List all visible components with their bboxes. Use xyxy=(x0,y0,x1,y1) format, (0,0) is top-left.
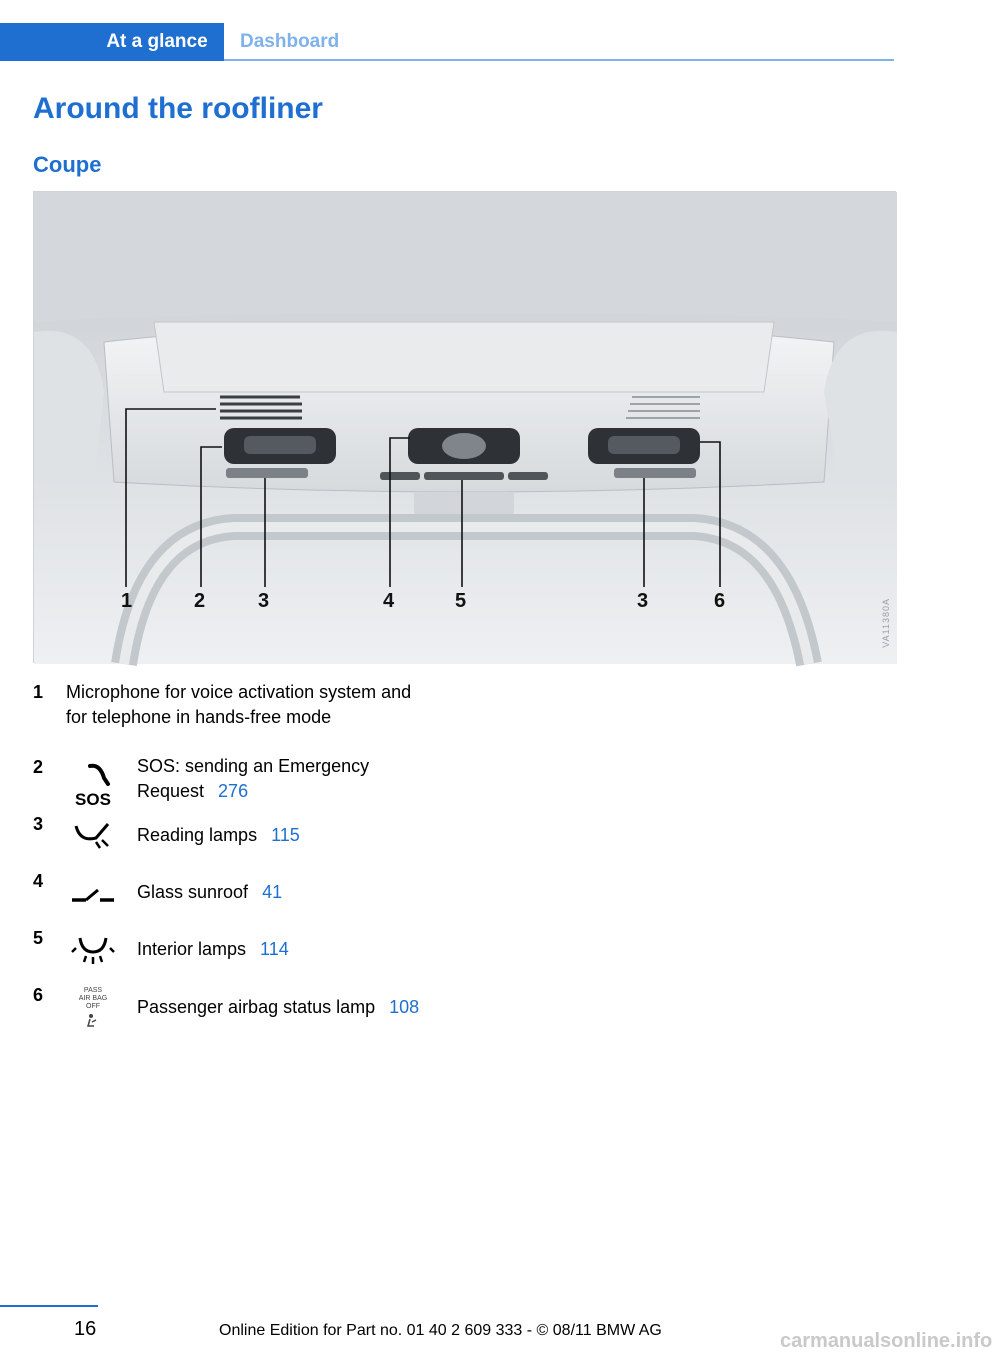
legend-text-6 xyxy=(137,995,497,1020)
callout-2: 2 xyxy=(194,590,206,612)
footer-rule xyxy=(0,1305,98,1307)
legend-number-3: 3 xyxy=(33,814,44,834)
airbag-icon-text-1: PASS xyxy=(83,987,103,994)
header-bar xyxy=(0,23,960,63)
legend-line-2a: SOS: sending an Emergency xyxy=(137,756,370,776)
page-title: Around the roofliner xyxy=(33,92,323,125)
sunroof-icon xyxy=(66,866,120,920)
legend-number-6: 6 xyxy=(33,985,44,1005)
footer-edition: Online Edition for Part no. 01 40 2 609 333 - © 08/11 BMW AG xyxy=(219,1322,662,1339)
legend-line-4: Glass sunroof xyxy=(137,882,249,902)
legend-text-2 xyxy=(137,754,467,804)
header-divider xyxy=(224,59,894,61)
legend-line-6: Passenger airbag status lamp xyxy=(137,997,376,1017)
watermark: carmanualsonline.info xyxy=(780,1330,992,1352)
page-ref-108[interactable]: 108 xyxy=(389,997,420,1017)
page-ref-41[interactable]: 41 xyxy=(262,882,283,902)
legend-line-1a: Microphone for voice activation system and xyxy=(66,682,412,702)
legend-number-2: 2 xyxy=(33,757,44,777)
legend-number-1: 1 xyxy=(33,682,44,702)
section-title: Coupe xyxy=(33,152,102,177)
legend-text-5 xyxy=(137,937,467,962)
tab-at-a-glance[interactable]: At a glance xyxy=(90,23,224,61)
legend-line-1b: for telephone in hands-free mode xyxy=(66,707,332,727)
legend-line-5: Interior lamps xyxy=(137,939,247,959)
reading-lamp-icon xyxy=(66,808,120,862)
legend-text-1 xyxy=(66,680,466,730)
roofliner-figure xyxy=(33,191,896,663)
legend-line-2b: Request xyxy=(137,781,205,801)
legend-line-3: Reading lamps xyxy=(137,825,258,845)
page-ref-115[interactable]: 115 xyxy=(271,825,300,845)
tab-dashboard[interactable]: Dashboard xyxy=(240,31,340,52)
interior-lamp-icon xyxy=(66,922,120,976)
callout-4: 4 xyxy=(383,590,395,612)
callout-1: 1 xyxy=(121,590,133,612)
legend-number-4: 4 xyxy=(33,871,44,891)
airbag-icon-text-3: OFF xyxy=(86,1003,100,1010)
legend-text-4 xyxy=(137,880,467,905)
sos-icon xyxy=(66,760,120,814)
page-number: 16 xyxy=(74,1318,97,1340)
callout-5: 5 xyxy=(455,590,467,612)
legend-text-3 xyxy=(137,823,467,848)
sos-icon-text: SOS xyxy=(75,790,111,809)
page-ref-114[interactable]: 114 xyxy=(260,939,289,959)
header-accent-block xyxy=(0,23,90,61)
legend-number-5: 5 xyxy=(33,928,44,948)
airbag-icon-text-2: AIR BAG xyxy=(78,995,108,1002)
callout-3: 3 xyxy=(258,590,270,612)
airbag-status-icon xyxy=(66,982,120,1036)
figure-code: VA11380A xyxy=(881,598,891,648)
page-ref-276[interactable]: 276 xyxy=(218,781,249,801)
callout-3b: 3 xyxy=(637,590,649,612)
callout-6: 6 xyxy=(714,590,726,612)
